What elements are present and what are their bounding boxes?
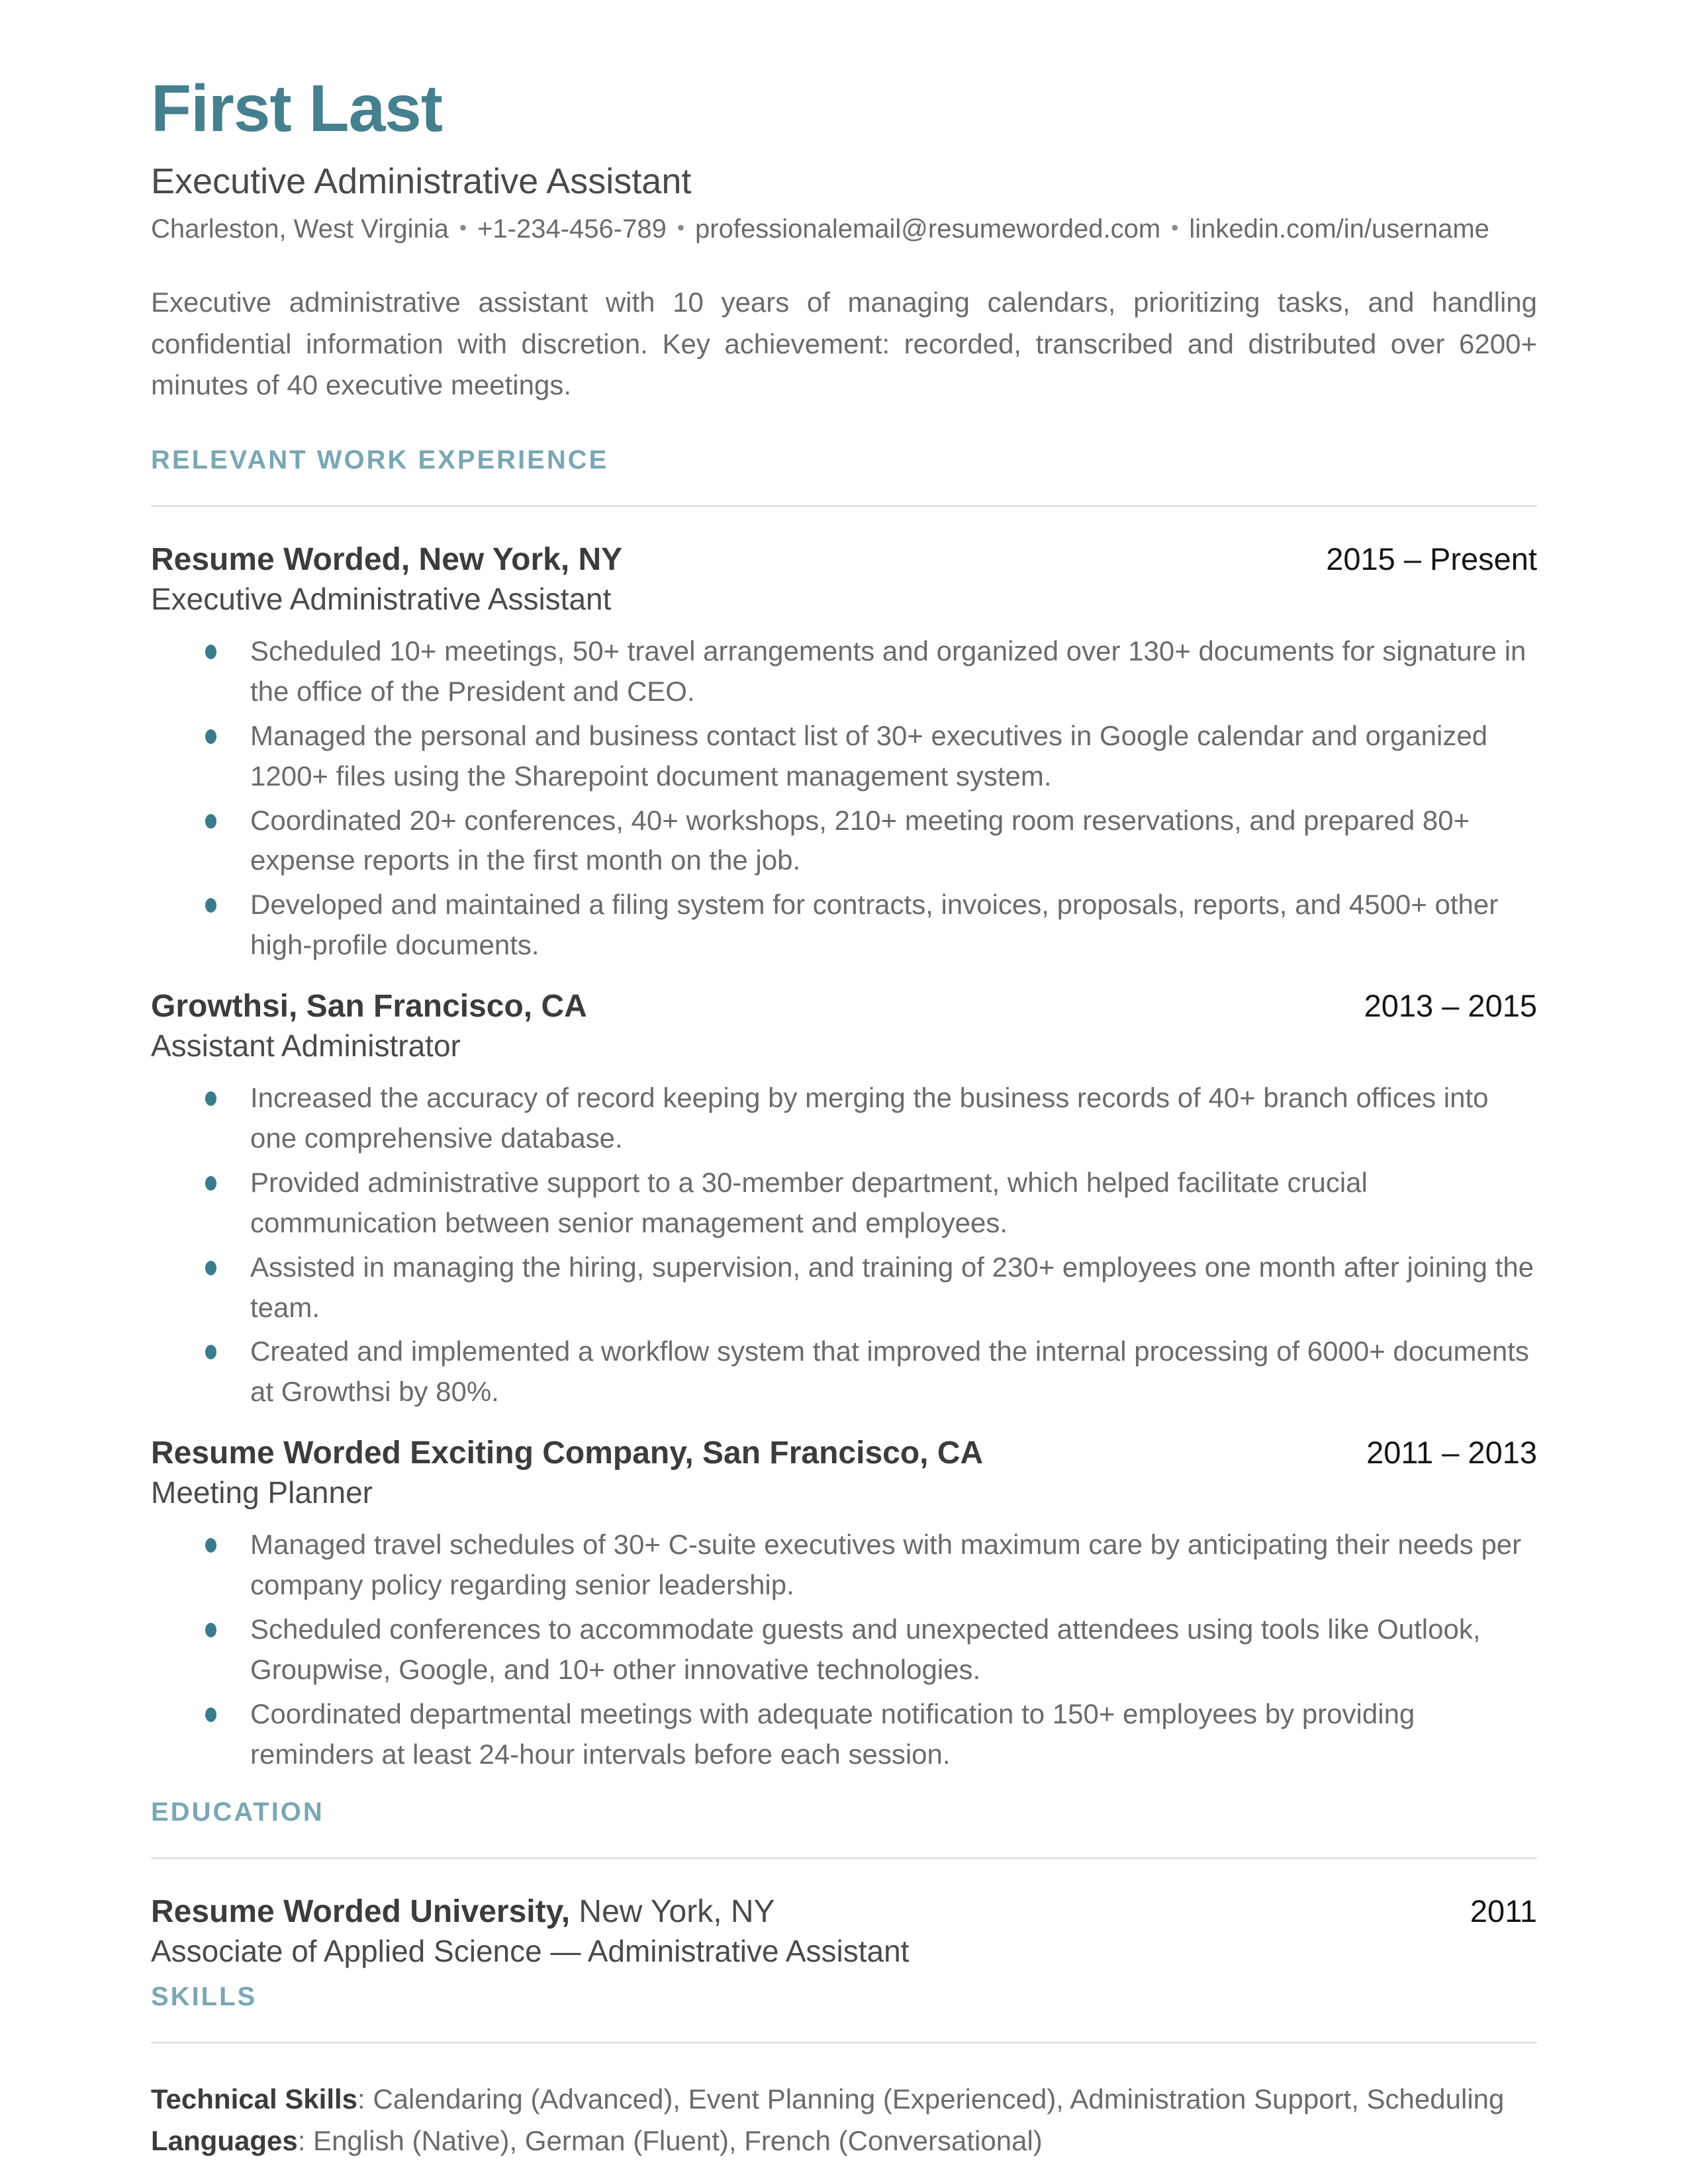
job-title: Executive Administrative Assistant (151, 582, 612, 617)
job-header (151, 988, 1537, 1024)
contact-linkedin: linkedin.com/in/username (1189, 214, 1489, 244)
job-company: Growthsi, San Francisco, CA (151, 989, 587, 1024)
languages-label: Languages (151, 2124, 298, 2156)
bullet-item: Scheduled 10+ meetings, 50+ travel arrangements and organized over 130+ documents for signature in the office of the President and CEO. (250, 631, 1537, 712)
job-bullet-list (151, 1078, 1537, 1412)
job-dates: 2015 – Present (1326, 541, 1537, 576)
technical-skills-label: Technical Skills (151, 2083, 358, 2115)
technical-skills-value: : Calendaring (Advanced), Event Planning (Experienced), Administration Support, Scheduling (357, 2083, 1505, 2115)
skills-section-heading: SKILLS (151, 1981, 258, 2011)
experience-section-heading: RELEVANT WORK EXPERIENCE (151, 445, 609, 475)
job-entry (151, 1435, 1537, 1774)
education-year: 2011 (1470, 1893, 1537, 1929)
education-entry (151, 1893, 1537, 1969)
education-header (151, 1893, 1537, 1930)
contact-separator: • (677, 216, 685, 240)
section-skills (151, 1982, 1537, 2161)
bullet-item: Increased the accuracy of record keeping by merging the business records of 40+ branch offices into one comprehensive database. (250, 1078, 1537, 1159)
school-name-bold: Resume Worded University, (151, 1893, 571, 1929)
education-section-heading: EDUCATION (151, 1797, 324, 1827)
contact-separator: • (1171, 216, 1179, 240)
contact-location: Charleston, West Virginia (151, 214, 449, 244)
school-name (151, 1893, 775, 1930)
bullet-item: Managed travel schedules of 30+ C-suite executives with maximum care by anticipating their needs per company policy regarding senior leadership. (250, 1525, 1537, 1606)
job-entry (151, 988, 1537, 1412)
job-bullet-list (151, 1525, 1537, 1774)
job-company: Resume Worded, New York, NY (151, 541, 623, 577)
bullet-item: Provided administrative support to a 30-member department, which helped facilitate crucial communication between senior management and employees. (250, 1163, 1537, 1244)
job-company: Resume Worded Exciting Company, San Francisco, CA (151, 1435, 984, 1471)
section-education (151, 1797, 1537, 1969)
languages-line (151, 2120, 1537, 2161)
languages-value: : English (Native), German (Fluent), French (Conversational) (297, 2124, 1043, 2156)
section-experience (151, 445, 1537, 1775)
job-title: Meeting Planner (151, 1475, 373, 1510)
degree: Associate of Applied Science — Administrative Assistant (151, 1933, 910, 1968)
bullet-item: Assisted in managing the hiring, supervision, and training of 230+ employees one month after joining the team. (250, 1248, 1537, 1328)
job-bullet-list (151, 631, 1537, 966)
bullet-item: Created and implemented a workflow system that improved the internal processing of 6000+ documents at Growthsi by 80%. (250, 1332, 1537, 1412)
job-dates: 2013 – 2015 (1364, 988, 1537, 1024)
bullet-item: Coordinated 20+ conferences, 40+ workshops, 210+ meeting room reservations, and prepared 80+ expense reports in the first month on the job. (250, 801, 1537, 882)
technical-skills-line (151, 2078, 1537, 2120)
bullet-item: Developed and maintained a filing system for contracts, invoices, proposals, reports, and 4500+ other high-profile documents. (250, 885, 1537, 966)
contact-email: professionalemail@resumeworded.com (695, 214, 1161, 244)
contact-separator: • (459, 216, 467, 240)
job-title: Assistant Administrator (151, 1028, 461, 1064)
professional-summary: Executive administrative assistant with 10 years of managing calendars, prioritizing tasks, and handling confidential information with discretion. Key achievement: recorded, transcribed and distributed over 6200+ minutes of 40 executive meetings. (151, 287, 1537, 400)
section-divider (151, 505, 1537, 507)
bullet-item: Coordinated departmental meetings with adequate notification to 150+ employees by providing reminders at least 24-hour intervals before each session. (250, 1694, 1537, 1775)
section-divider (151, 1857, 1537, 1859)
section-divider (151, 2042, 1537, 2044)
contact-line (151, 213, 1537, 245)
job-header (151, 1435, 1537, 1471)
job-dates: 2011 – 2013 (1366, 1435, 1537, 1471)
headline: Executive Administrative Assistant (151, 161, 692, 201)
bullet-item: Managed the personal and business contact list of 30+ executives in Google calendar and organized 1200+ files using the Sharepoint document management system. (250, 716, 1537, 797)
job-entry (151, 541, 1537, 966)
contact-phone: +1-234-456-789 (477, 214, 667, 244)
job-header (151, 541, 1537, 578)
bullet-item: Scheduled conferences to accommodate guests and unexpected attendees using tools like Outlook, Groupwise, Google, and 10+ other innovative technologies. (250, 1610, 1537, 1690)
school-location: New York, NY (579, 1893, 775, 1929)
person-name: First Last (151, 71, 443, 146)
